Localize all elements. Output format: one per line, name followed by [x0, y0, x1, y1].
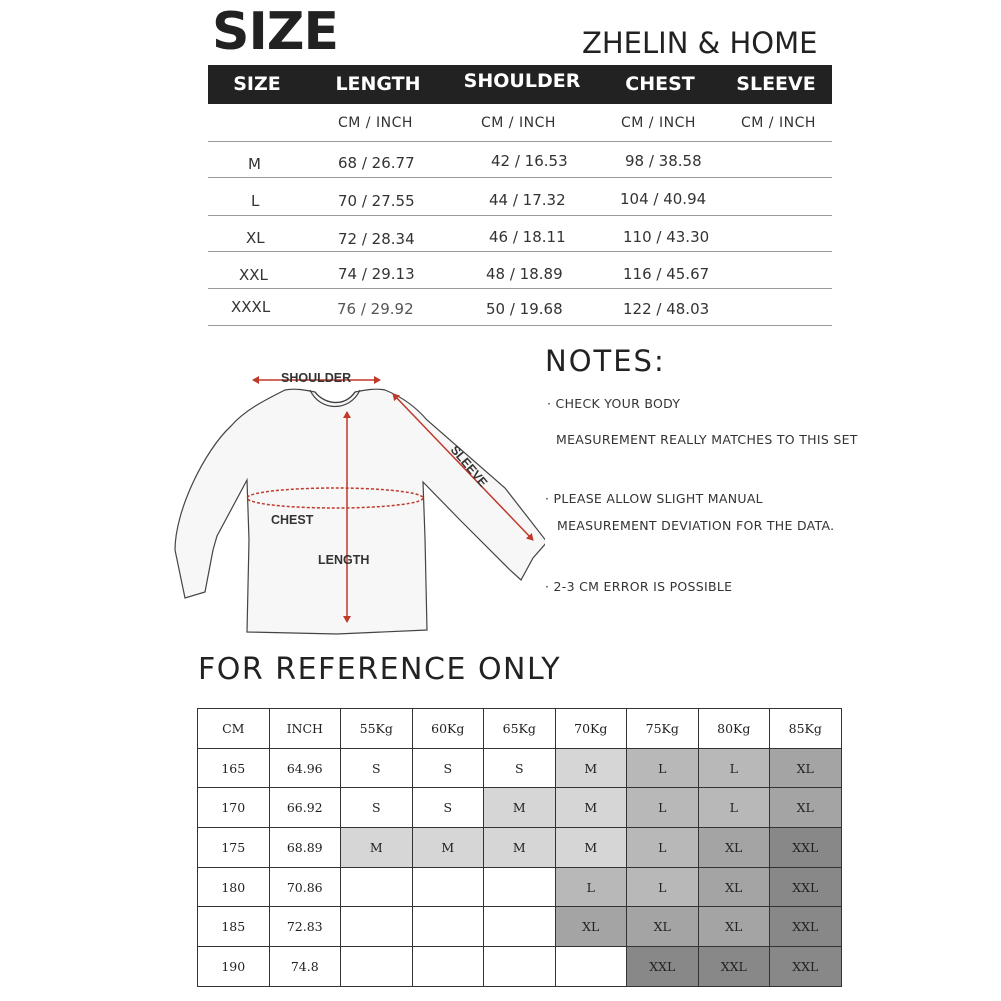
row-divider — [208, 325, 832, 326]
reference-header-cell: 80Kg — [698, 709, 770, 749]
reference-row — [198, 828, 842, 868]
shoulder-cell: 48 / 18.89 — [486, 265, 563, 283]
shoulder-label: SHOULDER — [281, 371, 352, 385]
note-line: · CHECK YOUR BODY — [547, 396, 681, 411]
reference-header-cell: 85Kg — [770, 709, 842, 749]
size-recommendation-cell: XXL — [770, 907, 842, 947]
size-cell: L — [251, 192, 260, 210]
height-inch-cell: 72.83 — [269, 907, 341, 947]
size-recommendation-cell: XXL — [698, 947, 770, 987]
notes-title: NOTES: — [545, 344, 666, 378]
reference-row — [198, 947, 842, 987]
length-cell: 72 / 28.34 — [338, 230, 415, 248]
height-inch-cell: 66.92 — [269, 788, 341, 828]
sleeve-label: SLEEVE — [447, 442, 491, 490]
size-cell: XL — [246, 229, 265, 247]
size-recommendation-cell: XXL — [627, 947, 699, 987]
col-chest: CHEST — [625, 73, 695, 95]
height-inch-cell: 64.96 — [269, 748, 341, 788]
reference-header-cell: CM — [198, 709, 270, 749]
reference-header-row — [198, 709, 842, 749]
reference-row — [198, 788, 842, 828]
note-line: · 2-3 CM ERROR IS POSSIBLE — [545, 579, 733, 594]
size-recommendation-cell: L — [555, 867, 627, 907]
size-recommendation-cell: XXL — [770, 828, 842, 868]
shoulder-cell: 46 / 18.11 — [489, 228, 566, 246]
size-recommendation-cell: M — [484, 788, 556, 828]
size-recommendation-cell — [341, 867, 413, 907]
note-line: MEASUREMENT REALLY MATCHES TO THIS SET — [556, 432, 858, 447]
chest-cell: 98 / 38.58 — [625, 152, 702, 170]
height-cm-cell: 185 — [198, 907, 270, 947]
brand-name: ZHELIN & HOME — [582, 26, 818, 60]
reference-table — [197, 708, 842, 987]
chest-cell: 122 / 48.03 — [623, 300, 710, 318]
length-cell: 74 / 29.13 — [338, 265, 415, 283]
length-cell: 70 / 27.55 — [338, 192, 415, 210]
reference-header-cell: 55Kg — [341, 709, 413, 749]
row-divider — [208, 251, 832, 252]
size-recommendation-cell: L — [698, 788, 770, 828]
height-cm-cell: 170 — [198, 788, 270, 828]
size-recommendation-cell: M — [341, 828, 413, 868]
reference-title: FOR REFERENCE ONLY — [198, 652, 562, 687]
length-cell: 76 / 29.92 — [337, 300, 414, 318]
shirt-measurement-diagram — [165, 360, 545, 640]
unit-sleeve: CM / INCH — [741, 115, 816, 131]
shoulder-cell: 44 / 17.32 — [489, 191, 566, 209]
size-recommendation-cell: XL — [555, 907, 627, 947]
row-divider — [208, 288, 832, 289]
size-recommendation-cell — [412, 867, 484, 907]
size-recommendation-cell — [484, 907, 556, 947]
col-shoulder: SHOULDER — [463, 70, 581, 92]
size-table-header — [208, 65, 832, 104]
reference-header-cell: 60Kg — [412, 709, 484, 749]
unit-shoulder: CM / INCH — [481, 115, 556, 131]
size-recommendation-cell: XXL — [770, 947, 842, 987]
size-recommendation-cell: L — [627, 748, 699, 788]
reference-row — [198, 867, 842, 907]
unit-length: CM / INCH — [338, 115, 413, 131]
size-recommendation-cell: XL — [698, 867, 770, 907]
row-divider — [208, 141, 832, 142]
chest-label: CHEST — [271, 513, 314, 527]
size-recommendation-cell — [555, 947, 627, 987]
size-recommendation-cell: S — [484, 748, 556, 788]
page-title: SIZE — [212, 2, 339, 62]
size-recommendation-cell — [412, 947, 484, 987]
size-recommendation-cell: S — [412, 748, 484, 788]
size-recommendation-cell: S — [341, 748, 413, 788]
size-recommendation-cell: XXL — [770, 867, 842, 907]
col-length: LENGTH — [335, 73, 421, 95]
size-recommendation-cell: L — [698, 748, 770, 788]
size-recommendation-cell: L — [627, 867, 699, 907]
height-inch-cell: 68.89 — [269, 828, 341, 868]
col-sleeve: SLEEVE — [736, 73, 816, 95]
size-recommendation-cell: XL — [770, 788, 842, 828]
reference-row — [198, 748, 842, 788]
reference-row — [198, 907, 842, 947]
note-line: MEASUREMENT DEVIATION FOR THE DATA. — [557, 518, 835, 533]
unit-chest: CM / INCH — [621, 115, 696, 131]
reference-header-cell: 70Kg — [555, 709, 627, 749]
size-recommendation-cell: L — [627, 828, 699, 868]
size-recommendation-cell: XL — [698, 828, 770, 868]
reference-header-cell: 65Kg — [484, 709, 556, 749]
reference-header-cell: 75Kg — [627, 709, 699, 749]
shoulder-cell: 50 / 19.68 — [486, 300, 563, 318]
height-cm-cell: 180 — [198, 867, 270, 907]
length-cell: 68 / 26.77 — [338, 154, 415, 172]
note-line: · PLEASE ALLOW SLIGHT MANUAL — [545, 491, 763, 506]
size-recommendation-cell: M — [484, 828, 556, 868]
size-recommendation-cell: M — [412, 828, 484, 868]
size-recommendation-cell: M — [555, 788, 627, 828]
size-recommendation-cell: XL — [698, 907, 770, 947]
chest-cell: 104 / 40.94 — [620, 190, 707, 208]
row-divider — [208, 177, 832, 178]
size-cell: XXXL — [231, 298, 271, 316]
size-recommendation-cell: S — [341, 788, 413, 828]
size-recommendation-cell: XL — [627, 907, 699, 947]
size-recommendation-cell: XL — [770, 748, 842, 788]
height-cm-cell: 175 — [198, 828, 270, 868]
shirt-outline — [175, 389, 545, 634]
reference-header-cell: INCH — [269, 709, 341, 749]
height-inch-cell: 74.8 — [269, 947, 341, 987]
row-divider — [208, 215, 832, 216]
size-recommendation-cell: M — [555, 748, 627, 788]
size-cell: XXL — [239, 266, 268, 284]
chest-cell: 116 / 45.67 — [623, 265, 710, 283]
chest-cell: 110 / 43.30 — [623, 228, 710, 246]
size-recommendation-cell: L — [627, 788, 699, 828]
size-recommendation-cell — [341, 947, 413, 987]
size-recommendation-cell — [341, 907, 413, 947]
shoulder-cell: 42 / 16.53 — [491, 152, 568, 170]
height-cm-cell: 165 — [198, 748, 270, 788]
length-label: LENGTH — [318, 553, 370, 567]
col-size: SIZE — [233, 73, 281, 95]
height-cm-cell: 190 — [198, 947, 270, 987]
height-inch-cell: 70.86 — [269, 867, 341, 907]
size-recommendation-cell — [412, 907, 484, 947]
size-recommendation-cell: S — [412, 788, 484, 828]
size-cell: M — [248, 155, 261, 173]
size-recommendation-cell — [484, 947, 556, 987]
size-recommendation-cell — [484, 867, 556, 907]
size-recommendation-cell: M — [555, 828, 627, 868]
